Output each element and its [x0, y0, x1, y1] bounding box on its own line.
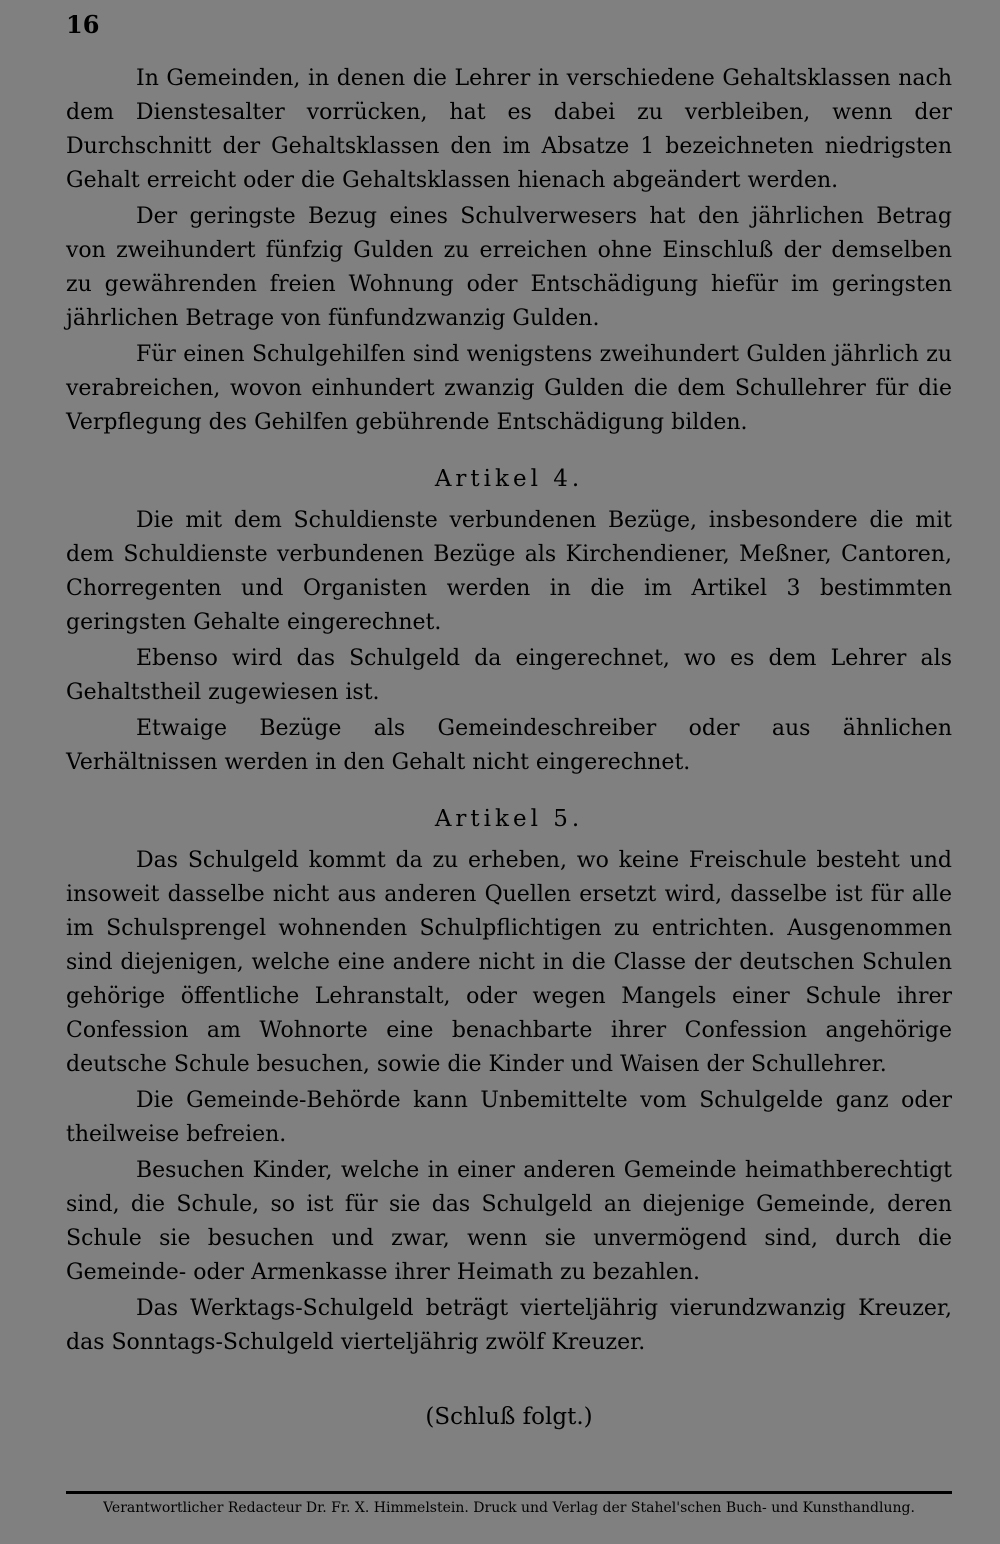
- paragraph-befreiung: Die Gemeinde-Behörde kann Unbemittelte vom Schulgelde ganz oder theilweise befreien.: [66, 1088, 952, 1147]
- paragraph-schuldienst-bezuege: Die mit dem Schuldienste verbundenen Bezüge, insbesondere die mit dem Schuldienste verbundenen Bezüge als Kirchendiener, Meßner, Cantoren, Chorregenten und Organisten werden in die im Artikel 3 bestimmten geringsten Gehalte eingerechnet.: [66, 508, 952, 635]
- imprint-footer: Verantwortlicher Redacteur Dr. Fr. X. Himmelstein. Druck und Verlag der Stahel'schen Buch- und Kunsthandlung.: [103, 1500, 915, 1516]
- article-5-heading: Artikel 5.: [434, 806, 584, 832]
- page-number: 16: [66, 10, 100, 39]
- article-4-heading: Artikel 4.: [434, 466, 584, 492]
- paragraph-schulgeld-erheben: Das Schulgeld kommt da zu erheben, wo keine Freischule besteht und insoweit dasselbe nicht aus anderen Quellen ersetzt wird, dasselbe ist für alle im Schulsprengel wohnenden Schulpflichtigen zu entrichten. Ausgenommen sind diejenigen, welche eine andere nicht in die Classe der deutschen Schulen gehörige öffentliche Lehranstalt, oder wegen Mangels einer Schule ihrer Confession am Wohnorte eine benachbarte ihrer Confession angehörige deutsche Schule besuchen, sowie die Kinder und Waisen der Schullehrer.: [66, 848, 952, 1077]
- closing-note: (Schluß folgt.): [425, 1404, 593, 1430]
- paragraph-auswaertige-kinder: Besuchen Kinder, welche in einer anderen Gemeinde heimathberechtigt sind, die Schule, so ist für sie das Schulgeld an diejenige Gemeinde, deren Schule sie besuchen und zwar, wenn sie unvermögend sind, durch die Gemeinde- oder Armenkasse ihrer Heimath zu bezahlen.: [66, 1158, 952, 1285]
- paragraph-schulgehilfen: Für einen Schulgehilfen sind wenigstens zweihundert Gulden jährlich zu verabreichen, wovon einhundert zwanzig Gulden die dem Schullehrer für die Verpflegung des Gehilfen gebührende Entschädigung bilden.: [66, 342, 952, 435]
- page-body: [66, 62, 952, 1430]
- paragraph-schulgeld-eingerechnet: Ebenso wird das Schulgeld da eingerechnet, wo es dem Lehrer als Gehaltstheil zugewiesen ist.: [66, 646, 952, 705]
- paragraph-schulverweser: Der geringste Bezug eines Schulverwesers hat den jährlichen Betrag von zweihundert fünfzig Gulden zu erreichen ohne Einschluß der demselben zu gewährenden freien Wohnung oder Entschädigung hiefür im geringsten jährlichen Betrage von fünfundzwanzig Gulden.: [66, 204, 952, 331]
- paragraph-gehaltsklassen: In Gemeinden, in denen die Lehrer in verschiedene Gehaltsklassen nach dem Dienstesalter vorrücken, hat es dabei zu verbleiben, wenn der Durchschnitt der Gehaltsklassen den im Absatze 1 bezeichneten niedrigsten Gehalt erreicht oder die Gehaltsklassen hienach abgeändert werden.: [66, 66, 952, 193]
- footer-divider: [66, 1491, 952, 1494]
- paragraph-schulgeld-betrag: Das Werktags-Schulgeld beträgt vierteljährig vierundzwanzig Kreuzer, das Sonntags-Schulgeld vierteljährig zwölf Kreuzer.: [66, 1296, 952, 1355]
- paragraph-gemeindeschreiber: Etwaige Bezüge als Gemeindeschreiber oder aus ähnlichen Verhältnissen werden in den Gehalt nicht eingerechnet.: [66, 716, 952, 775]
